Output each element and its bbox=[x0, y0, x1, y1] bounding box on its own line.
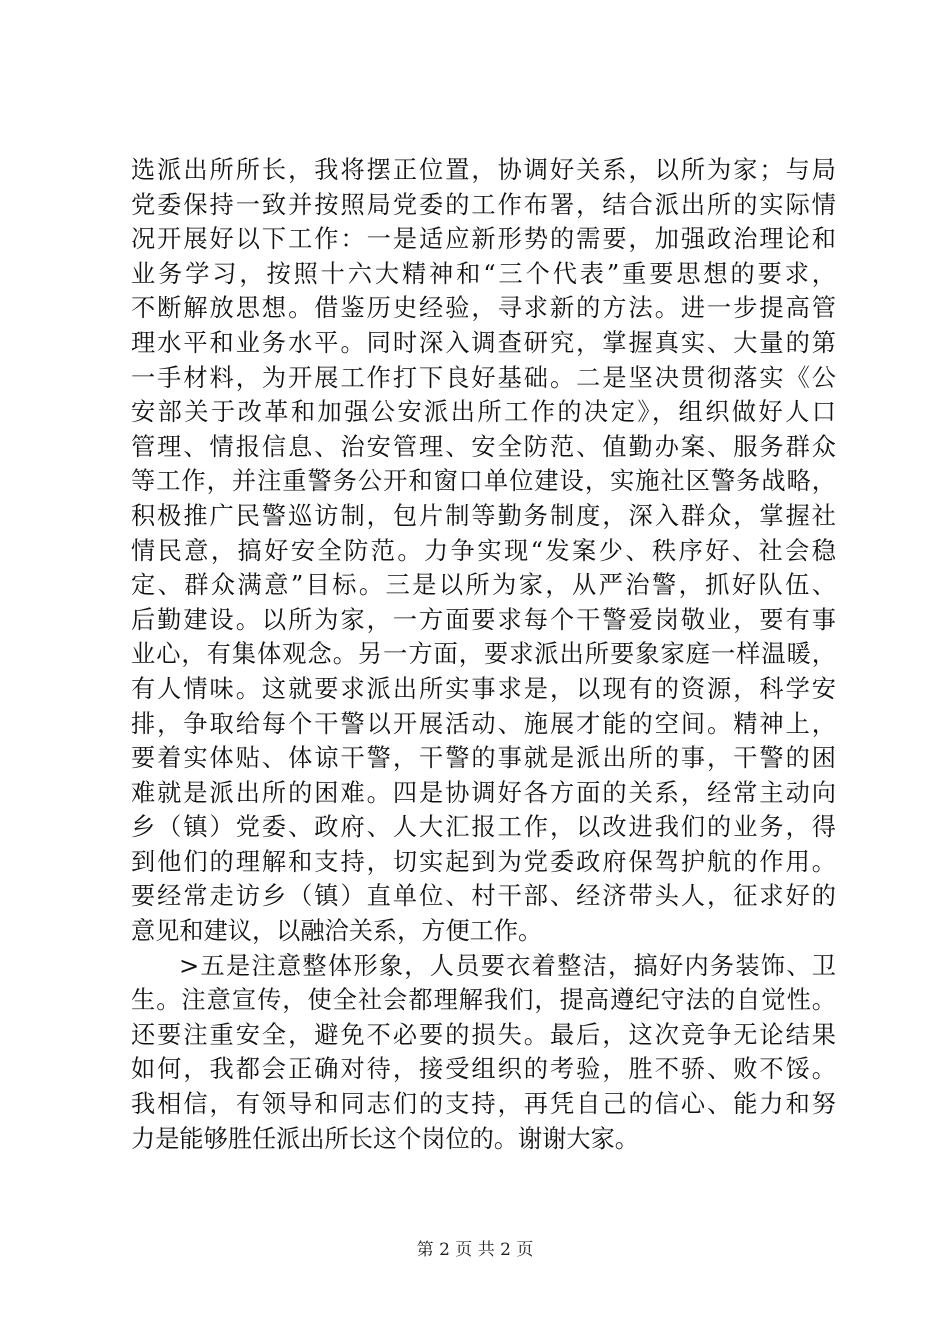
text-line: 生。注意宣传，使全社会都理解我们，提高遵纪守法的自觉性。 bbox=[131, 986, 836, 1015]
text-line: 排，争取给每个干警以开展活动、施展才能的空间。精神上， bbox=[131, 709, 836, 738]
text-line: 有人情味。这就要求派出所实事求是，以现有的资源，科学安 bbox=[131, 674, 836, 703]
text-line: 后勤建设。以所为家，一方面要求每个干警爱岗敬业，要有事 bbox=[131, 605, 836, 634]
text-line: 要着实体贴、体谅干警，干警的事就是派出所的事，干警的困 bbox=[131, 744, 836, 773]
text-line: 情民意，搞好安全防范。力争实现“发案少、秩序好、社会稳 bbox=[131, 536, 836, 565]
text-line: 党委保持一致并按照局党委的工作布署，结合派出所的实际情 bbox=[131, 190, 836, 219]
text-line: 难就是派出所的困难。四是协调好各方面的关系，经常主动向 bbox=[131, 778, 836, 807]
text-line: 业心，有集体观念。另一方面，要求派出所要象家庭一样温暖， bbox=[131, 640, 836, 669]
page-number-footer: 第 2 页 共 2 页 bbox=[416, 1240, 534, 1260]
text-line: 不断解放思想。借鉴历史经验，寻求新的方法。进一步提高管 bbox=[131, 294, 836, 323]
text-line: 管理、情报信息、治安管理、安全防范、值勤办案、服务群众 bbox=[131, 432, 836, 461]
text-line: 还要注重安全，避免不必要的损失。最后，这次竞争无论结果 bbox=[131, 1020, 836, 1049]
text-line: >五是注意整体形象，人员要衣着整洁，搞好内务装饰、卫 bbox=[179, 951, 836, 980]
text-line: 业务学习，按照十六大精神和“三个代表”重要思想的要求， bbox=[131, 259, 836, 288]
text-line: 力是能够胜任派出所长这个岗位的。谢谢大家。 bbox=[131, 1124, 639, 1153]
text-line: 到他们的理解和支持，切实起到为党委政府保驾护航的作用。 bbox=[131, 847, 836, 876]
text-line: 安部关于改革和加强公安派出所工作的决定》，组织做好人口 bbox=[131, 398, 836, 427]
text-line: 理水平和业务水平。同时深入调查研究，掌握真实、大量的第 bbox=[131, 328, 836, 357]
text-line: 等工作，并注重警务公开和窗口单位建设，实施社区警务战略， bbox=[131, 467, 836, 496]
text-line: 积极推广民警巡访制，包片制等勤务制度，深入群众，掌握社 bbox=[131, 501, 836, 530]
text-line: 乡（镇）党委、政府、人大汇报工作，以改进我们的业务，得 bbox=[131, 813, 836, 842]
text-line: 一手材料，为开展工作打下良好基础。二是坚决贯彻落实《公 bbox=[131, 363, 836, 392]
text-line: 定、群众满意”目标。三是以所为家，从严治警，抓好队伍、 bbox=[131, 571, 836, 600]
paragraph-2 bbox=[131, 949, 836, 1157]
body-text bbox=[131, 153, 836, 1156]
text-line: 意见和建议，以融洽关系，方便工作。 bbox=[131, 917, 543, 946]
text-line: 况开展好以下工作：一是适应新形势的需要，加强政治理论和 bbox=[131, 225, 836, 254]
text-line: 要经常走访乡（镇）直单位、村干部、经济带头人，征求好的 bbox=[131, 882, 836, 911]
paragraph-1 bbox=[131, 153, 836, 949]
text-line: 我相信，有领导和同志们的支持，再凭自己的信心、能力和努 bbox=[131, 1090, 836, 1119]
text-line: 如何，我都会正确对待，接受组织的考验，胜不骄、败不馁。 bbox=[131, 1055, 836, 1084]
text-line: 选派出所所长，我将摆正位置，协调好关系，以所为家；与局 bbox=[131, 156, 836, 184]
